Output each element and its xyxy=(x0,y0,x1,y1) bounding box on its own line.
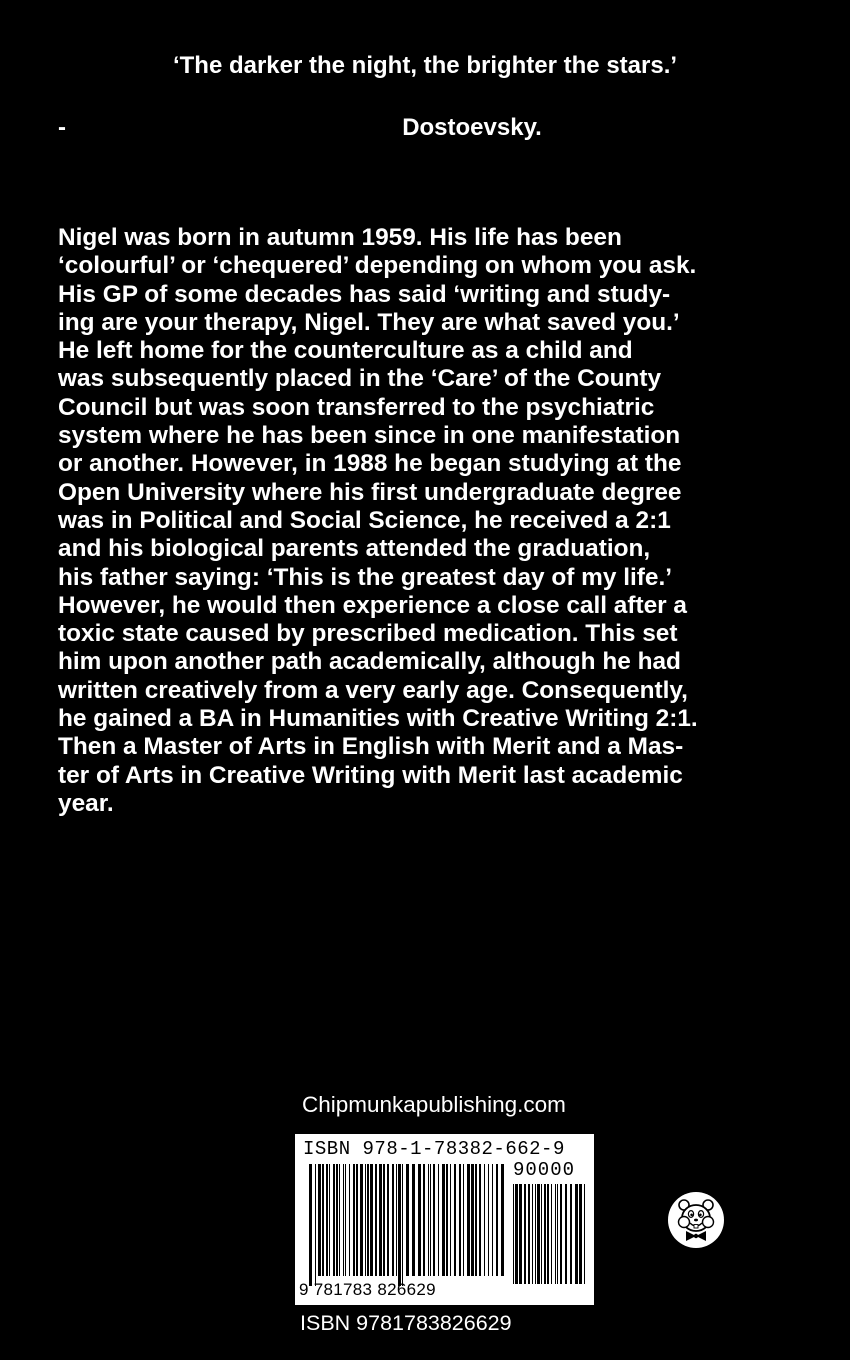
barcode-bar xyxy=(339,1164,340,1276)
barcode-bar xyxy=(496,1164,498,1276)
barcode-bar xyxy=(484,1164,485,1276)
bio-line: His GP of some decades has said ‘writing and study- xyxy=(58,280,671,308)
barcode-bar xyxy=(318,1164,321,1276)
barcode-bar xyxy=(433,1164,435,1276)
bio-line: his father saying: ‘This is the greatest day of my life.’ xyxy=(58,563,672,591)
isbn-footer: ISBN 9781783826629 xyxy=(300,1311,512,1335)
barcode-bar xyxy=(467,1164,470,1276)
barcode-bar xyxy=(375,1164,377,1276)
barcode-addon-code: 90000 xyxy=(513,1159,576,1181)
bio-line: toxic state caused by prescribed medication. This set xyxy=(58,620,678,648)
barcode-bar xyxy=(446,1164,448,1276)
barcode-bar xyxy=(519,1184,522,1284)
barcode-bar xyxy=(353,1164,355,1276)
bio-line: was subsequently placed in the ‘Care’ of the County xyxy=(58,365,662,393)
barcode-bar xyxy=(345,1164,346,1276)
barcode-bar xyxy=(430,1164,431,1276)
bio-line: was in Political and Social Science, he received a 2:1 xyxy=(58,506,671,534)
barcode-bar xyxy=(488,1164,489,1276)
barcode-bar xyxy=(442,1164,445,1276)
barcode-box xyxy=(295,1134,594,1305)
barcode-bar xyxy=(479,1164,481,1276)
barcode-bar xyxy=(565,1184,567,1284)
epigraph-author: Dostoevsky. xyxy=(402,114,542,141)
bio-line: he gained a BA in Humanities with Creative Writing 2:1. xyxy=(58,705,698,733)
publisher-url: Chipmunkapublishing.com xyxy=(302,1092,566,1117)
barcode-bar xyxy=(333,1164,335,1276)
barcode-bar xyxy=(329,1164,330,1276)
barcode-bar xyxy=(367,1164,369,1276)
barcode-bar xyxy=(428,1164,429,1276)
barcode-bar xyxy=(547,1184,549,1284)
barcode-bar xyxy=(579,1184,582,1284)
barcode-bar xyxy=(492,1164,493,1276)
bio-line: ‘colourful’ or ‘chequered’ depending on whom you ask. xyxy=(58,252,697,280)
barcode-bar xyxy=(438,1164,439,1276)
bio-line: or another. However, in 1988 he began studying at the xyxy=(58,450,682,478)
barcode-bar xyxy=(524,1184,526,1284)
barcode-bar xyxy=(398,1164,401,1286)
barcode-bar xyxy=(471,1164,474,1276)
barcode-bar xyxy=(412,1164,415,1276)
barcode-bar xyxy=(544,1184,546,1284)
barcode-bar xyxy=(551,1184,552,1284)
barcode-bar xyxy=(560,1184,562,1284)
barcode-bar xyxy=(423,1164,425,1276)
barcode-bar xyxy=(383,1164,385,1276)
barcode-bar xyxy=(513,1184,514,1284)
barcode-bar xyxy=(309,1164,312,1286)
barcode-bar xyxy=(387,1164,389,1276)
barcode-bar xyxy=(454,1164,456,1276)
barcode-bar xyxy=(528,1184,530,1284)
barcode-bar xyxy=(326,1164,328,1276)
barcode-bar xyxy=(475,1164,477,1276)
barcode-bar xyxy=(535,1184,536,1284)
bio-line: him upon another path academically, although he had xyxy=(58,648,681,676)
barcode-bar xyxy=(396,1164,397,1276)
barcode-bar xyxy=(336,1164,338,1276)
barcode-bar xyxy=(537,1184,540,1284)
barcode-bar xyxy=(356,1164,358,1276)
barcode-bar xyxy=(450,1164,451,1276)
barcode-bar xyxy=(584,1184,585,1284)
barcode-bar xyxy=(532,1184,533,1284)
chipmunk-logo-icon xyxy=(667,1191,725,1249)
bio-line: He left home for the counterculture as a child and xyxy=(58,337,633,365)
barcode-bar xyxy=(406,1164,409,1276)
bio-line: Open University where his first undergraduate degree xyxy=(58,478,682,506)
barcode-bar xyxy=(392,1164,394,1276)
barcode-isbn-header: ISBN 978-1-78382-662-9 xyxy=(303,1138,565,1160)
barcode-bar xyxy=(402,1164,403,1286)
author-bio xyxy=(58,224,798,818)
barcode-bar xyxy=(570,1184,572,1284)
bio-line: system where he has been since in one manifestation xyxy=(58,422,681,450)
bio-line: Council but was soon transferred to the psychiatric xyxy=(58,393,655,421)
barcode-ean-digits: 9 781783 826629 xyxy=(299,1280,436,1299)
barcode-bar xyxy=(557,1184,558,1284)
barcode-bar xyxy=(515,1184,518,1284)
epigraph-quote: ‘The darker the night, the brighter the stars.’ xyxy=(172,52,678,79)
bio-line: year. xyxy=(58,789,114,817)
bio-line: However, he would then experience a close call after a xyxy=(58,591,687,619)
bio-line: Nigel was born in autumn 1959. His life has been xyxy=(58,224,622,251)
barcode-bar xyxy=(379,1164,382,1276)
bio-line: ter of Arts in Creative Writing with Merit last academic xyxy=(58,761,683,789)
addon-bars xyxy=(513,1184,585,1284)
bio-line: and his biological parents attended the graduation, xyxy=(58,535,651,563)
bio-line: Then a Master of Arts in English with Merit and a Mas- xyxy=(58,733,684,761)
barcode-bar xyxy=(501,1164,504,1276)
barcode-bar xyxy=(575,1184,578,1284)
bio-line: ing are your therapy, Nigel. They are what saved you.’ xyxy=(58,308,680,336)
barcode-bar xyxy=(315,1164,316,1286)
bio-line: written creatively from a very early age. Consequently, xyxy=(58,676,688,704)
barcode-bar xyxy=(365,1164,366,1276)
barcode-bar xyxy=(370,1164,373,1276)
epigraph-dash: - xyxy=(58,114,66,141)
ean-bars xyxy=(309,1164,504,1286)
barcode-bar xyxy=(463,1164,464,1276)
barcode-bar xyxy=(418,1164,421,1276)
barcode-bar xyxy=(360,1164,363,1276)
barcode-bar xyxy=(343,1164,344,1276)
barcode-bar xyxy=(541,1184,542,1284)
barcode-bar xyxy=(555,1184,556,1284)
barcode-bar xyxy=(459,1164,461,1276)
barcode-bar xyxy=(322,1164,324,1276)
barcode-bar xyxy=(349,1164,350,1276)
